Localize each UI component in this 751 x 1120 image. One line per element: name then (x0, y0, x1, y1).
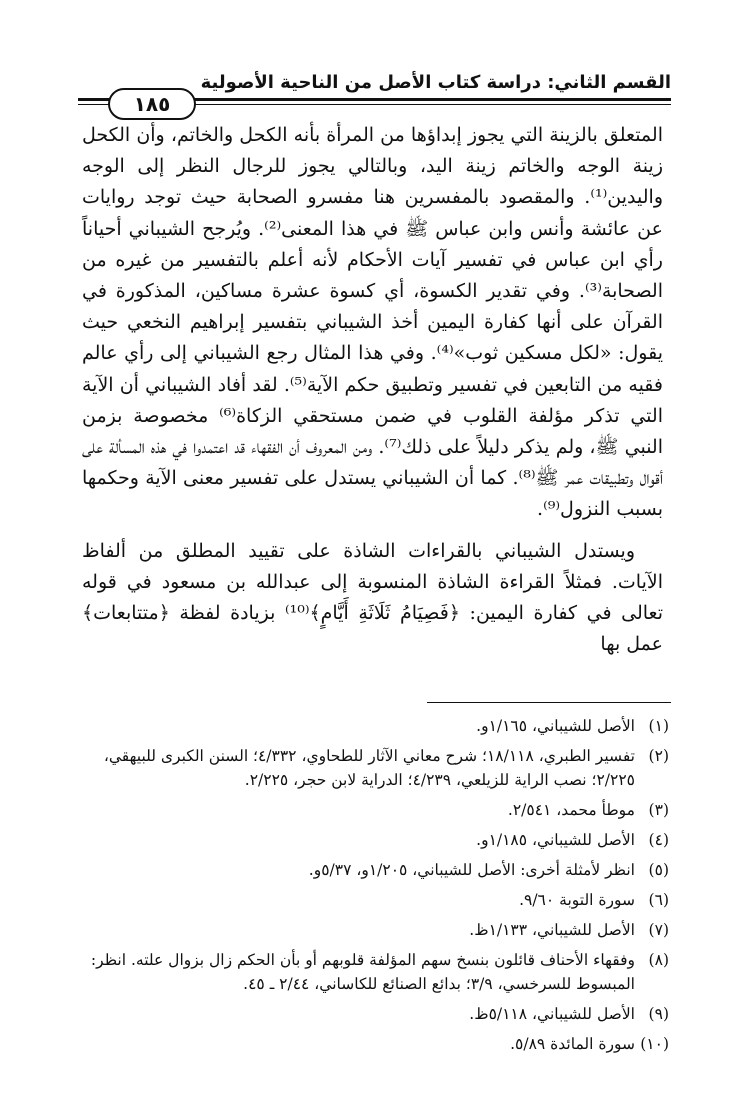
footnotes (90, 714, 669, 1062)
footnote-text: الأصل للشيباني، ٥/١١٨ظ. (469, 1005, 635, 1023)
footnote-number: (٢) (648, 747, 669, 765)
footnote (90, 1002, 669, 1026)
footnote-text: الأصل للشيباني، ١/١٨٥و. (476, 831, 635, 849)
main-text (82, 120, 663, 660)
footnote (90, 714, 669, 738)
footnote-number: (٧) (648, 921, 669, 939)
footnote-text: الأصل للشيباني، ١/١٦٥و. (476, 717, 635, 735)
running-header: القسم الثاني: دراسة كتاب الأصل من الناحية الأصولية (200, 72, 671, 93)
footnote-number: (٩) (648, 1005, 669, 1023)
footnote-number: (٥) (648, 861, 669, 879)
footnote (90, 858, 669, 882)
footnote (90, 828, 669, 852)
page-number: ١٨٥ (108, 88, 196, 120)
footnote-number: (١) (648, 717, 669, 735)
footnote-text: تفسير الطبري، ١٨/١١٨؛ شرح معاني الآثار للطحاوي، ٤/٣٣٢؛ السنن الكبرى للبيهقي، ٢/٢٢٥؛ نصب الراية للزيلعي، ٤/٢٣٩؛ الدراية لابن حجر، ٢/٢٢٥. (103, 747, 635, 789)
footnote (90, 888, 669, 912)
footnote-text: انظر لأمثلة أخرى: الأصل للشيباني، ١/٢٠٥و، ٥/٣٧و. (308, 861, 635, 879)
footnote (90, 744, 669, 792)
footnote-number: (٦) (648, 891, 669, 909)
footnote (90, 1032, 669, 1056)
footnote (90, 918, 669, 942)
footnote-text: الأصل للشيباني، ١/١٣٣ظ. (469, 921, 635, 939)
footnote-number: (٨) (648, 951, 669, 969)
footnote-number: (٣) (648, 801, 669, 819)
footnote-text: وفقهاء الأحناف قائلون بنسخ سهم المؤلفة قلوبهم أو بأن الحكم زال بزوال علته. انظر: المبسوط للسرخسي، ٣/٩؛ بدائع الصنائع للكاساني، ٢/٤٤ ـ ٤٥. (90, 951, 635, 993)
footnote-text: موطأ محمد، ٢/٥٤١. (507, 801, 635, 819)
footnote-text: سورة المائدة ٥/٨٩. (510, 1035, 635, 1053)
footnote-number: (٤) (648, 831, 669, 849)
body-paragraph: المتعلق بالزينة التي يجوز إبداؤها من المرأة بأنه الكحل والخاتم، وأن الكحل زينة الوجه والخاتم زينة اليد، وبالتالي يجوز للرجال النظر إلى الوجه واليدين⁽¹⁾. والمقصود بالمفسرين هنا مفسرو الصحابة حيث توجد روايات عن عائشة وأنس وابن عباس ﷺ في هذا المعنى⁽²⁾. ويُرجح الشيباني أحياناً رأي ابن عباس في تفسير آيات الأحكام لأنه أعلم بالتفسير من غيره من الصحابة⁽³⁾. وفي تقدير الكسوة، أي كسوة عشرة مساكين، المذكورة في القرآن على أنها كفارة اليمين أخذ الشيباني بتفسير إبراهيم النخعي حيث يقول: «لكل مسكين ثوب»⁽⁴⁾. وفي هذا المثال رجع الشيباني إلى رأي عالم فقيه من التابعين في تفسير وتطبيق حكم الآية⁽⁵⁾. لقد أفاد الشيباني أن الآية التي تذكر مؤلفة القلوب في ضمن مستحقي الزكاة⁽⁶⁾ مخصوصة بزمن النبي ﷺ، ولم يذكر دليلاً على ذلك⁽⁷⁾. ومن المعروف أن الفقهاء قد اعتمدوا في هذه المسألة على أقوال وتطبيقات عمر ﷺ⁽⁸⁾. كما أن الشيباني يستدل على تفسير معنى الآية وحكمها بسبب النزول⁽⁹⁾. (82, 124, 663, 521)
footnote (90, 798, 669, 822)
footnote-text: سورة التوبة ٩/٦٠. (519, 891, 635, 909)
footnote (90, 948, 669, 996)
footnote-separator (427, 702, 671, 703)
body-paragraph: ويستدل الشيباني بالقراءات الشاذة على تقييد المطلق من ألفاظ الآيات. فمثلاً القراءة الشاذة المنسوبة إلى عبدالله بن مسعود في قوله تعالى في كفارة اليمين: ﴿فَصِيَامُ ثَلَاثَةِ أَيَّامٍ﴾⁽¹⁰⁾ بزيادة لفظة ﴿متتابعات﴾ عمل بها (82, 539, 663, 656)
footnote-number: (١٠) (640, 1035, 669, 1053)
